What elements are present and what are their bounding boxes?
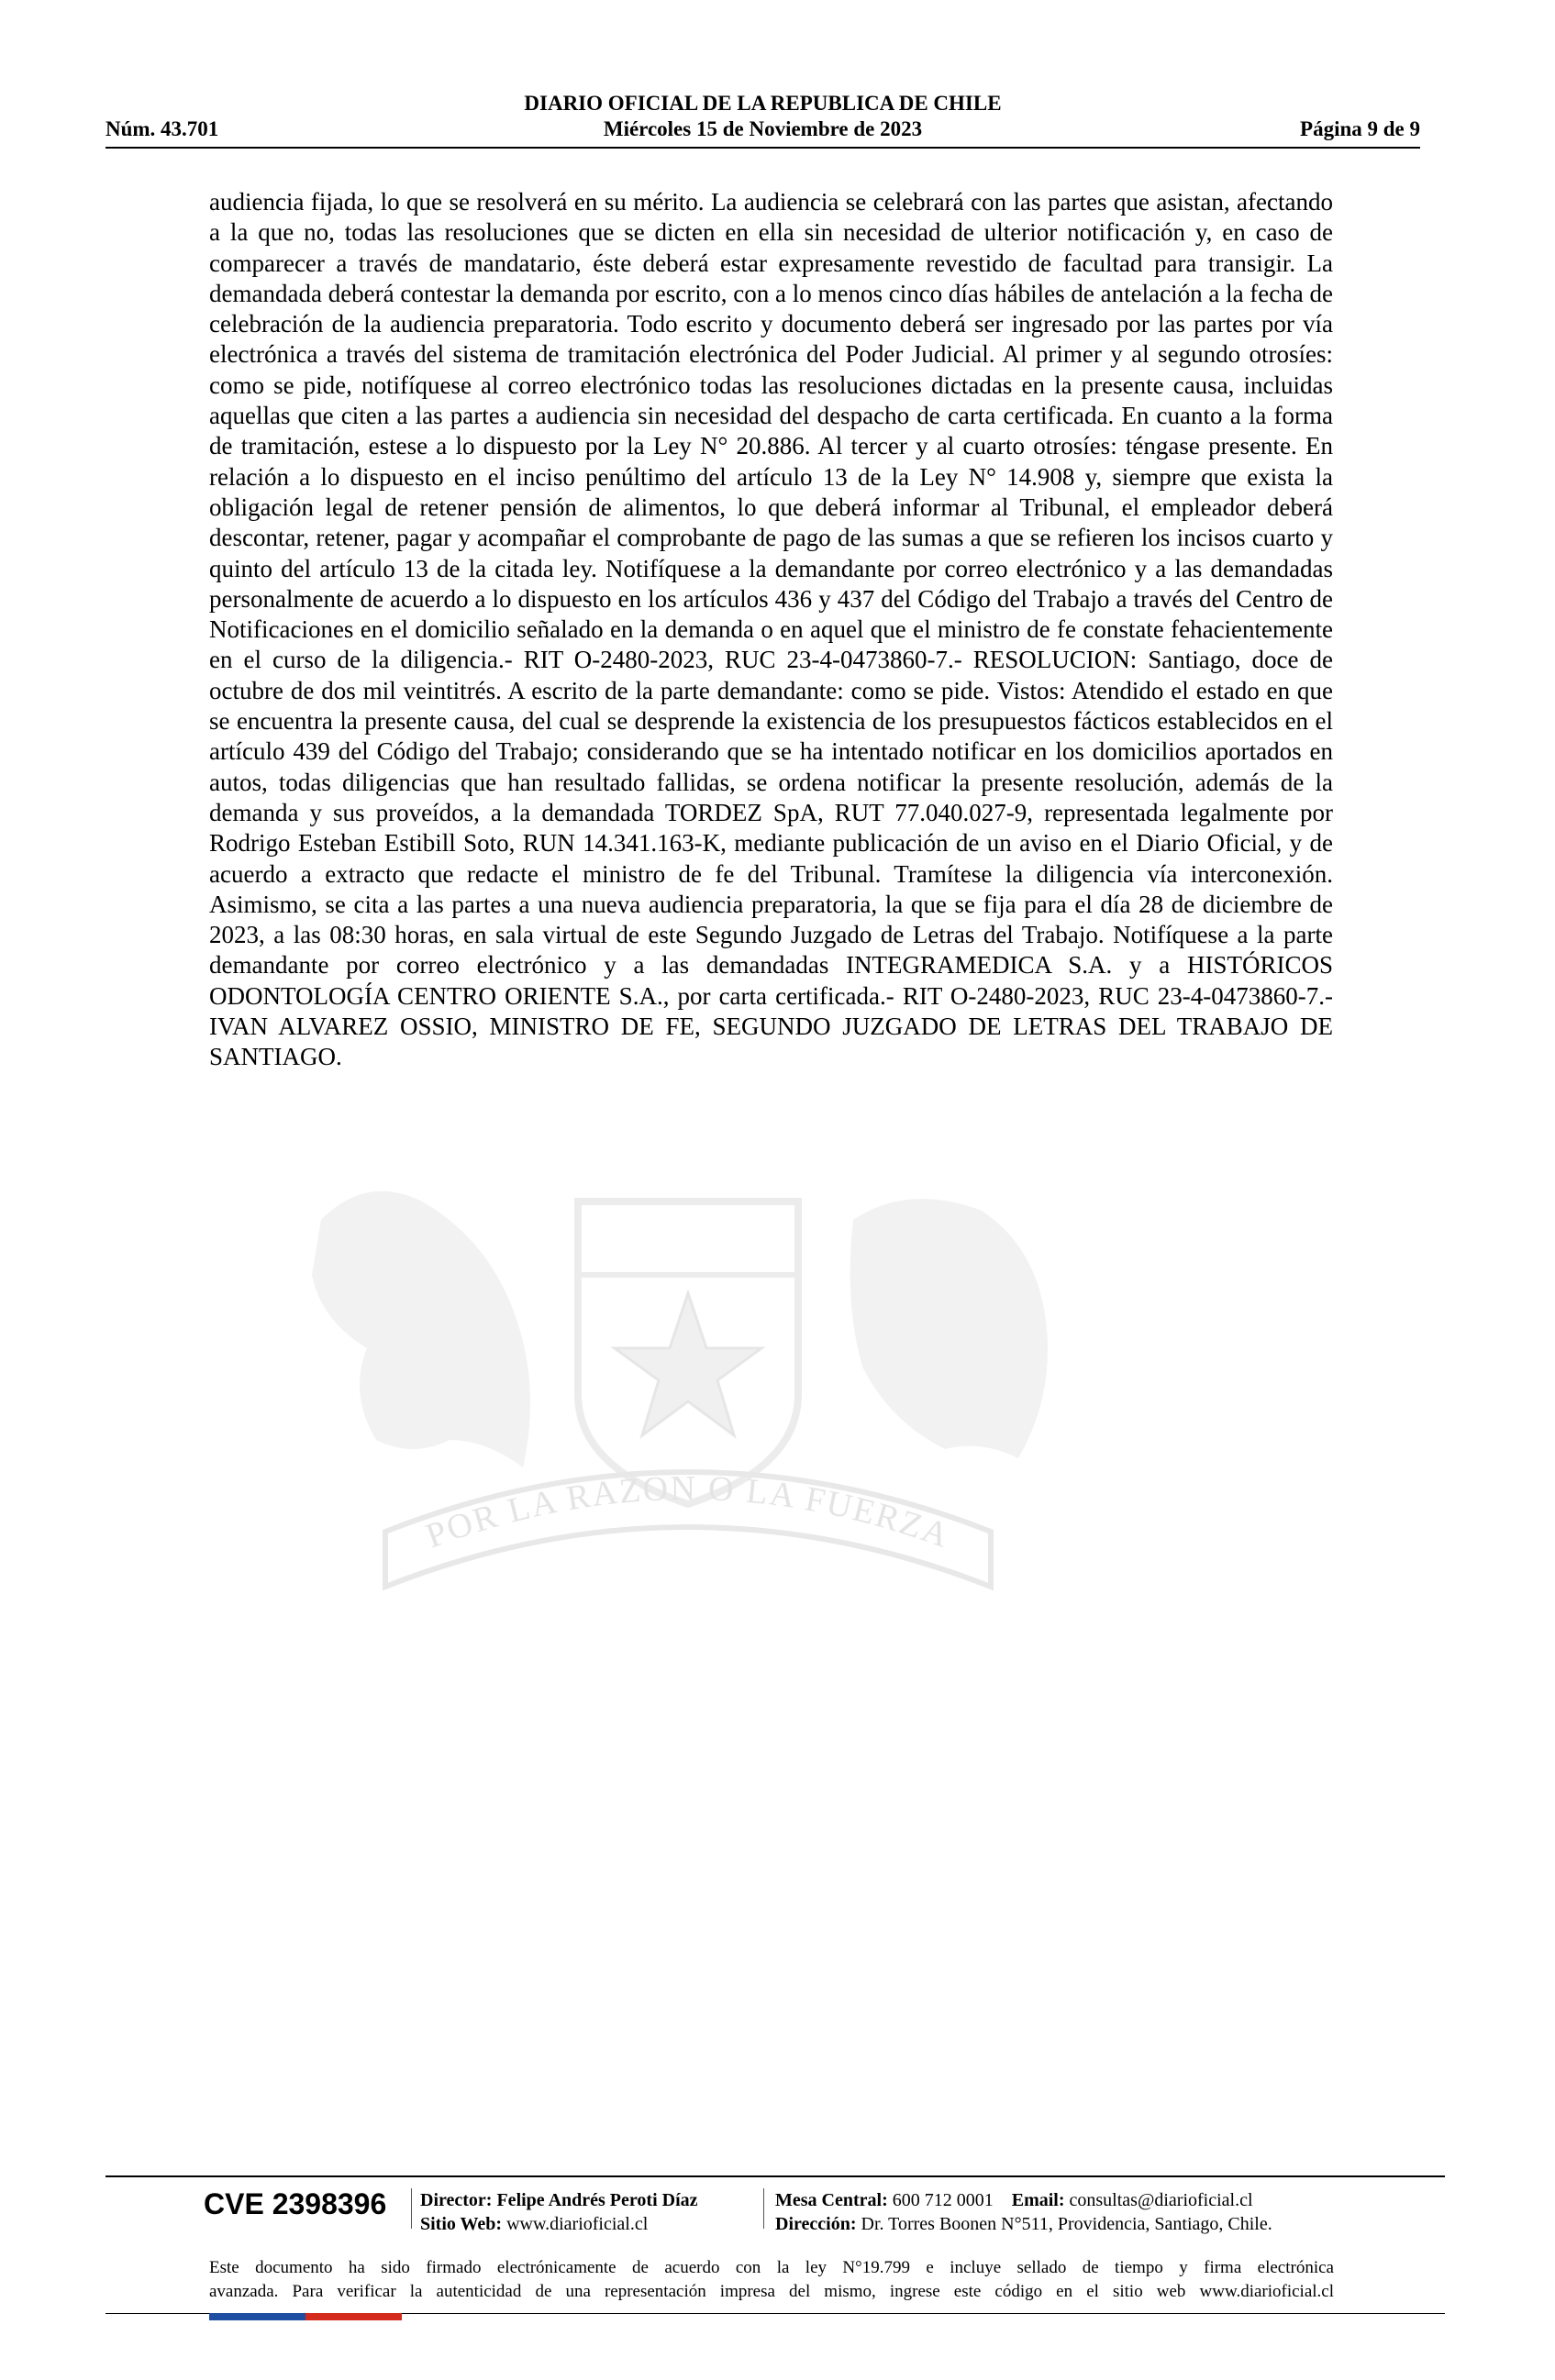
issue-date: Miércoles 15 de Noviembre de 2023 (603, 117, 923, 140)
email-link[interactable]: consultas@diarioficial.cl (1069, 2190, 1253, 2210)
svg-text:POR LA RAZON O LA FUERZA (421, 1469, 955, 1555)
motto-text: POR LA RAZON O LA FUERZA (420, 1468, 956, 1556)
legal-line-1: Este documento ha sido firmado electrónicamente de acuerdo con la ley N°19.799 e incluye sellado de tiempo y firma electrónica (209, 2258, 1334, 2277)
page-number: Página 9 de 9 (1300, 117, 1420, 140)
email-label: Email: (1011, 2190, 1065, 2210)
flag-stripe (209, 2313, 402, 2320)
phone-number: 600 712 0001 (892, 2190, 994, 2210)
footer-divider-top (106, 2175, 1445, 2177)
director-label: Director: (420, 2190, 493, 2210)
issue-number: Núm. 43.701 (106, 117, 219, 140)
phone-label: Mesa Central: (775, 2190, 888, 2210)
coat-of-arms-watermark (211, 1165, 1165, 1642)
star-shape (615, 1293, 761, 1435)
flag-blue-segment (209, 2313, 305, 2320)
legal-line-2: avanzada. Para verificar la autenticidad de una representación impresa del mismo, ingrese este código en el sitio web www.diarioficial.cl (209, 2282, 1334, 2301)
notice-body: audiencia fijada, lo que se resolverá en su mérito. La audiencia se celebrará con las partes que asistan, afectando a la que no, todas las resoluciones que se dicten en ella sin necesidad de ulterior notificación y, en caso de comparecer a través de mandatario, éste deberá estar expresamente revestido de facultad para transigir. La demandada deberá contestar la demanda por escrito, con a lo menos cinco días hábiles de antelación a la fecha de celebración de la audiencia preparatoria. Todo escrito y documento deberá ser ingresado por las partes por vía electrónica a través del sistema de tramitación electrónica del Poder Judicial. Al primer y al segundo otrosíes: como se pide, notifíquese al correo electrónico todas las resoluciones dictadas en la presente causa, incluidas aquellas que citen a las partes a audiencia sin necesidad del despacho de carta certificada. En cuanto a la forma de tramitación, estese a lo dispuesto por la Ley N° 20.886. Al tercer y al cuarto otrosíes: téngase presente. En relación a lo dispuesto en el inciso penúltimo del artículo 13 de la Ley N° 14.908 y, siempre que exista la obligación legal de retener pensión de alimentos, lo que deberá informar al Tribunal, el empleador deberá descontar, retener, pagar y acompañar el comprobante de pago de las sumas a que se refieren los incisos cuarto y quinto del artículo 13 de la citada ley. Notifíquese a la demandante por correo electrónico y a las demandadas personalmente de acuerdo a lo dispuesto en los artículos 436 y 437 del Código del Trabajo a través del Centro de Notificaciones en el domicilio señalado en la demanda o en aquel que el ministro de fe constate fehacientemente en el curso de la diligencia.- RIT O-2480-2023, RUC 23-4-0473860-7.- RESOLUCION: Santiago, doce de octubre de dos mil veintitrés. A escrito de la parte demandante: como se pide. Vistos: Atendido el estado en que se encuentra la presente causa, del cual se desprende la existencia de los presupuestos fácticos establecidos en el artículo 439 del Código del Trabajo; considerando que se ha intentado notificar en los domicilios aportados en autos, todas diligencias que han resultado fallidas, se ordena notificar la presente resolución, además de la demanda y sus proveídos, a la demandada TORDEZ SpA, RUT 77.040.027-9, representada legalmente por Rodrigo Esteban Estibill Soto, RUN 14.341.163-K, mediante publicación de un aviso en el Diario Oficial, y de acuerdo a extracto que redacte el ministro de fe del Tribunal. Tramítese la diligencia vía interconexión. Asimismo, se cita a las partes a una nueva audiencia preparatoria, la que se fija para el día 28 de diciembre de 2023, a las 08:30 horas, en sala virtual de este Segundo Juzgado de Letras del Trabajo. Notifíquese a la parte demandante por correo electrónico y a las demandadas INTEGRAMEDICA S.A. y a HISTÓRICOS ODONTOLOGÍA CENTRO ORIENTE S.A., por carta certificada.- RIT O-2480-2023, RUC 23-4-0473860-7.- IVAN ALVAREZ OSSIO, MINISTRO DE FE, SEGUNDO JUZGADO DE LETRAS DEL TRABAJO DE SANTIAGO. (209, 188, 1333, 1071)
address-text: Dr. Torres Boonen N°511, Providencia, Santiago, Chile. (861, 2214, 1272, 2234)
footer-separator (763, 2188, 764, 2229)
huemul-shape (312, 1191, 530, 1467)
condor-shape (850, 1199, 1048, 1458)
address-label: Dirección: (775, 2214, 857, 2234)
page-header (106, 88, 1420, 149)
footer-separator (411, 2188, 412, 2229)
newspaper-title: DIARIO OFICIAL DE LA REPUBLICA DE CHILE (524, 92, 1002, 115)
footer-director-block (420, 2188, 698, 2236)
website-link[interactable]: www.diarioficial.cl (506, 2214, 649, 2234)
director-name: Felipe Andrés Peroti Díaz (496, 2190, 698, 2210)
cve-code: CVE 2398396 (204, 2187, 387, 2220)
website-label: Sitio Web: (420, 2214, 503, 2234)
flag-red-segment (305, 2313, 402, 2320)
legal-notice (209, 2256, 1334, 2304)
footer-contact-block (775, 2188, 1272, 2236)
